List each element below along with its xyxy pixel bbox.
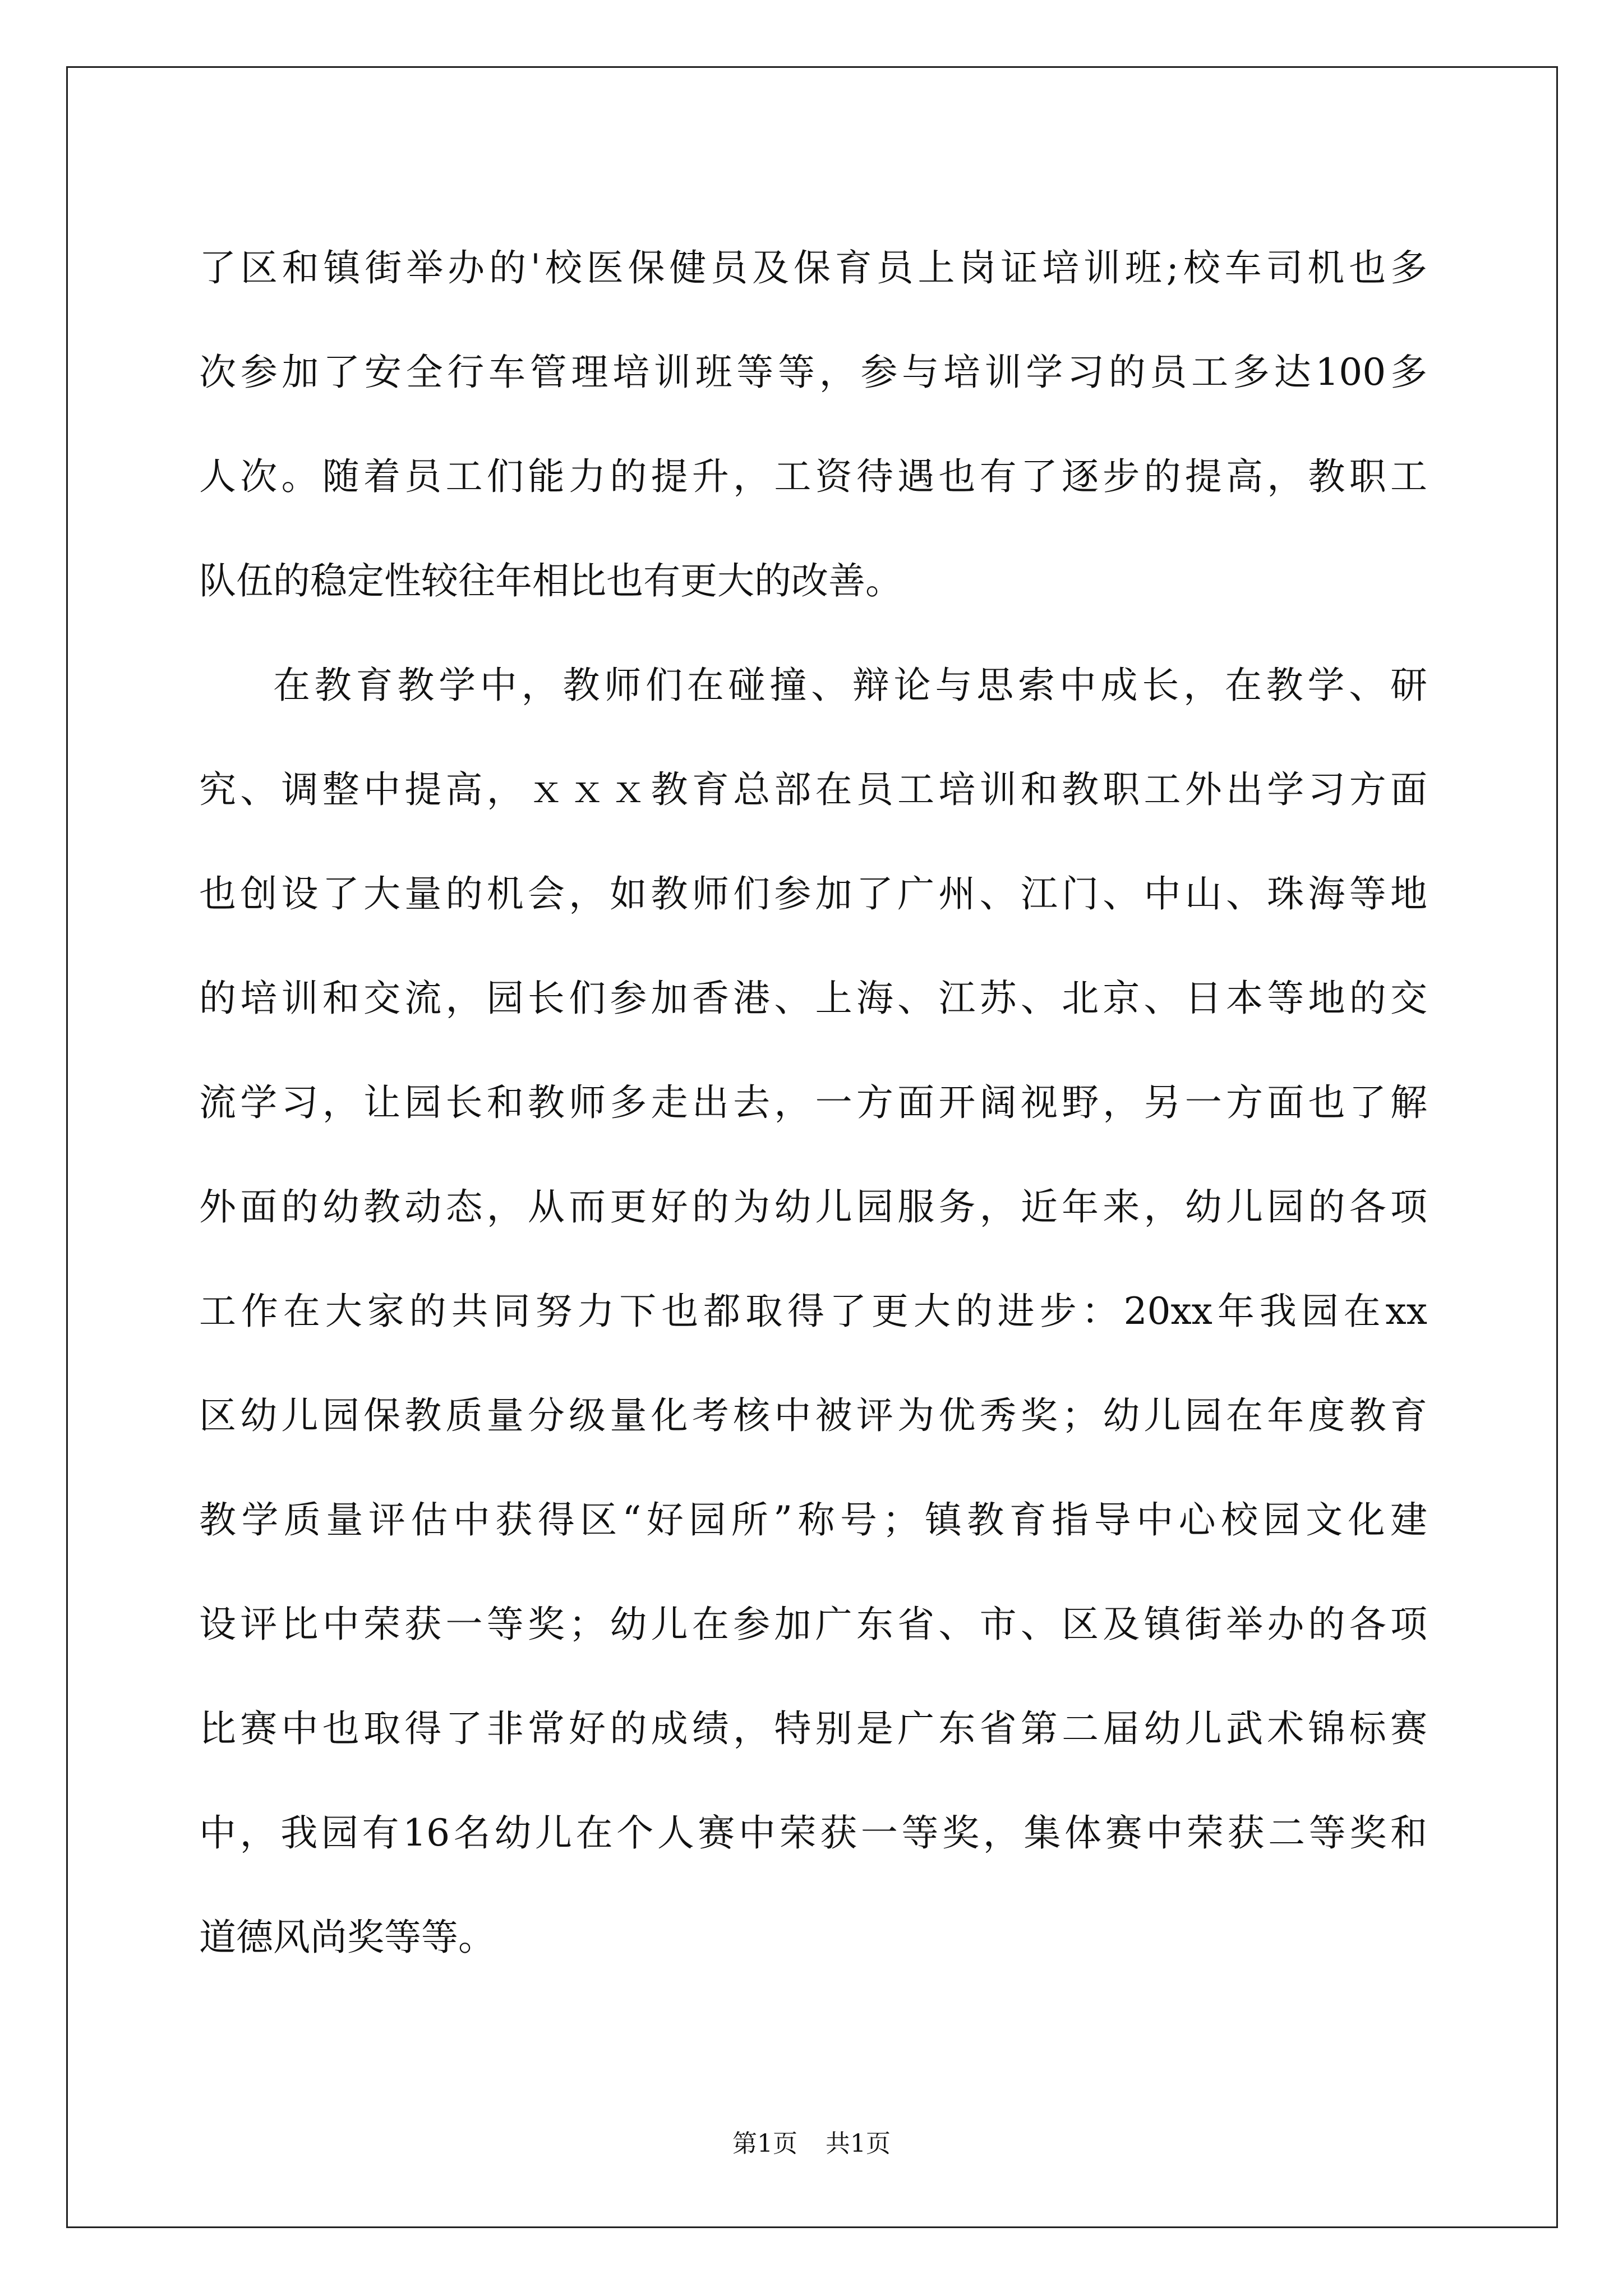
text-line: 中，我园有16名幼儿在个人赛中荣获一等奖，集体赛中荣获二等奖和 (199, 1811, 1427, 1855)
text-line: 队伍的稳定性较往年相比也有更大的改善。 (199, 559, 902, 602)
text-line: 人次。随着员工们能力的提升，工资待遇也有了逐步的提高，教职工 (199, 455, 1427, 498)
text-line: 的培训和交流，园长们参加香港、上海、江苏、北京、日本等地的交 (199, 977, 1427, 1020)
page-total: 共1页 (826, 2129, 891, 2158)
text-line: 究、调整中提高，ｘｘｘ教育总部在员工培训和教职工外出学习方面 (199, 768, 1427, 811)
paragraph-1 (199, 216, 1427, 633)
paragraph-2 (199, 633, 1427, 1990)
text-line: 了区和镇街举办的'校医保健员及保育员上岗证培训班;校车司机也多 (199, 246, 1427, 289)
text-line: 次参加了安全行车管理培训班等等，参与培训学习的员工多达100多 (199, 351, 1427, 394)
text-line: 流学习，让园长和教师多走出去，一方面开阔视野，另一方面也了解 (199, 1081, 1427, 1124)
text-line: 工作在大家的共同努力下也都取得了更大的进步：20xx年我园在xx (199, 1290, 1427, 1333)
page-number: 第1页 (732, 2129, 797, 2158)
document-body (199, 216, 1427, 1990)
text-line: 外面的幼教动态，从而更好的为幼儿园服务，近年来，幼儿园的各项 (199, 1185, 1427, 1228)
page-footer (0, 2127, 1623, 2161)
text-line: 道德风尚奖等等。 (199, 1916, 495, 1959)
text-line: 也创设了大量的机会，如教师们参加了广州、江门、中山、珠海等地 (199, 872, 1427, 915)
text-line: 设评比中荣获一等奖；幼儿在参加广东省、市、区及镇街举办的各项 (199, 1603, 1427, 1646)
text-line: 比赛中也取得了非常好的成绩，特别是广东省第二届幼儿武术锦标赛 (199, 1707, 1427, 1750)
text-line: 在教育教学中，教师们在碰撞、辩论与思索中成长，在教学、研 (273, 664, 1427, 707)
text-line: 区幼儿园保教质量分级量化考核中被评为优秀奖；幼儿园在年度教育 (199, 1394, 1427, 1437)
text-line: 教学质量评估中获得区“好园所”称号；镇教育指导中心校园文化建 (199, 1498, 1427, 1542)
